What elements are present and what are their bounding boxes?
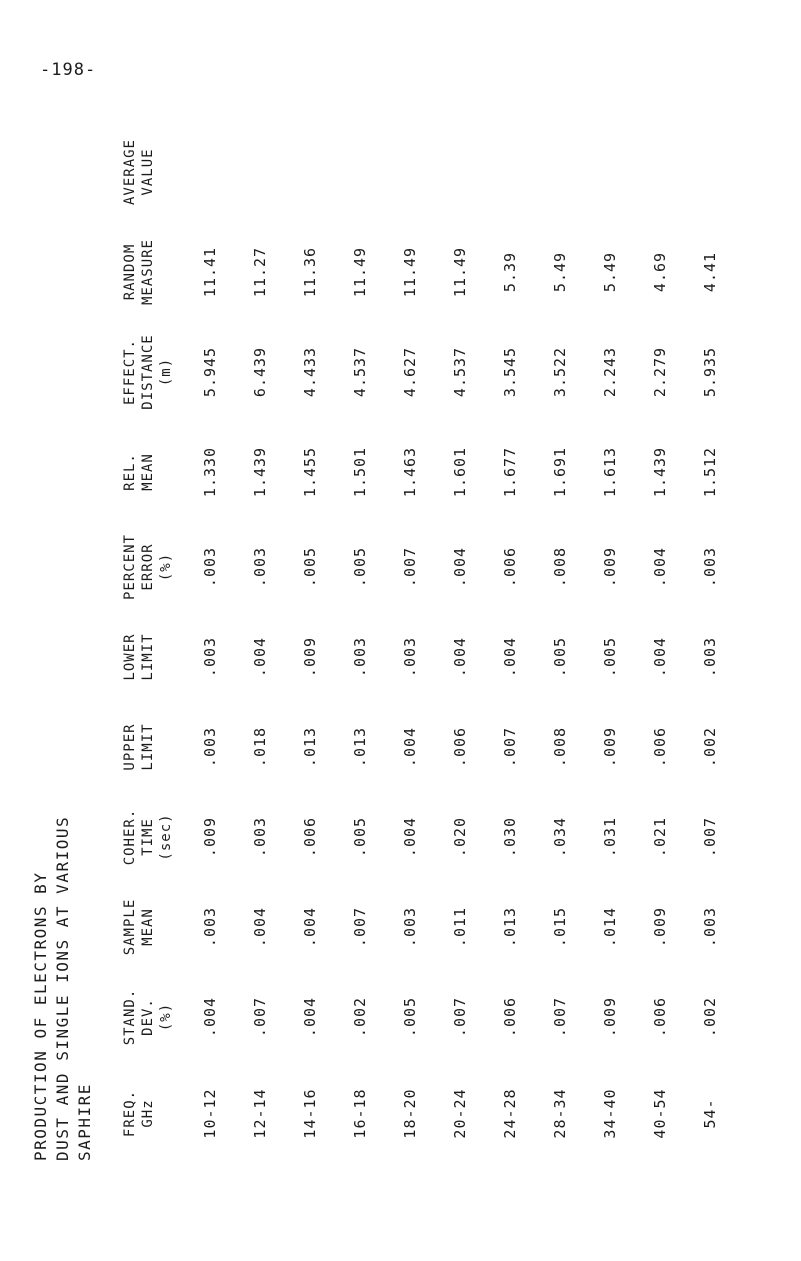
table-cell: .002 [701,996,719,1038]
header-sample-line: SAMPLE [122,898,138,956]
table-cell: 28-34 [551,1088,569,1139]
table-cell: 3.545 [501,346,519,398]
table-title-line-2: DUST AND SINGLE IONS AT VARIOUS [53,815,72,1161]
table-cell: .006 [651,726,669,768]
table-cell: .004 [451,546,469,588]
table-cell: 1.439 [651,446,669,498]
table-cell: 1.677 [501,446,519,498]
table-cell: .002 [351,996,369,1038]
table-cell: .007 [451,996,469,1038]
table-cell: .009 [651,906,669,948]
header-rand [121,223,157,321]
header-ave [121,123,157,221]
table-cell: .003 [701,546,719,588]
table-cell: .034 [551,816,569,858]
table-cell: 20-24 [451,1088,469,1139]
header-ave-line: AVERAGE [122,139,138,206]
table-cell: .003 [201,906,219,948]
table-cell: 1.501 [351,446,369,498]
header-stand-line: DEV. [140,998,156,1036]
table-cell: .021 [651,816,669,858]
table-cell: 5.935 [701,346,719,398]
header-stand [121,973,175,1061]
table-cell: 11.49 [401,246,419,298]
table-cell: 2.279 [651,346,669,398]
table-cell: 3.522 [551,346,569,398]
table-rotated [31,31,771,1161]
table-row [301,31,323,1161]
table-cell: 4.537 [451,346,469,398]
table-cell: .007 [251,996,269,1038]
table-cell: .004 [401,816,419,858]
table-title-line-3: SAPHIRE [75,1083,94,1161]
table-cell: .003 [701,636,719,678]
table-cell: 4.433 [301,346,319,398]
table-row [651,31,673,1161]
table-cell: 14-16 [301,1088,319,1139]
table-cell: .003 [351,636,369,678]
table-cell: .003 [701,906,719,948]
table-row [351,31,373,1161]
table-cell: .007 [551,996,569,1038]
table-cell: .009 [601,726,619,768]
header-stand-line: STAND. [122,988,138,1046]
header-lower-line: LOWER [122,633,138,681]
header-sample-line: MEAN [140,908,156,946]
table-cell: .030 [501,816,519,858]
table-cell: .003 [201,546,219,588]
table-cell: 11.49 [351,246,369,298]
table-cell: 12-14 [251,1088,269,1139]
header-pct [121,523,175,611]
header-rel [121,423,157,521]
table-cell: .004 [301,996,319,1038]
table-cell: .005 [351,546,369,588]
table-cell: .005 [551,636,569,678]
table-cell: .008 [551,546,569,588]
table-row [251,31,273,1161]
table-cell: 4.41 [701,251,719,293]
header-rand-line: RANDOM [122,243,138,301]
header-rel-line: REL. [122,453,138,491]
table-cell: 11.36 [301,246,319,298]
table-cell: 4.69 [651,251,669,293]
table-row [451,31,473,1161]
table-cell: .004 [401,726,419,768]
header-lower-line: LIMIT [140,633,156,681]
header-coh [121,793,175,881]
table-block [31,31,771,1161]
table-row [601,31,623,1161]
header-upper [121,703,157,791]
table-cell: 1.455 [301,446,319,498]
table-cell: .005 [351,816,369,858]
table-cell: .018 [251,726,269,768]
table-cell: .004 [251,906,269,948]
header-pct-line: ERROR [140,543,156,591]
table-cell: 40-54 [651,1088,669,1139]
table-cell: 2.243 [601,346,619,398]
header-eff-line: EFFECT. [122,339,138,406]
header-stand-line: (%) [158,1002,174,1032]
table-cell: 18-20 [401,1088,419,1139]
table-cell: 1.512 [701,446,719,498]
table-cell: .015 [551,906,569,948]
table-row [401,31,423,1161]
table-header-row [121,31,181,1161]
header-rel-line: MEAN [140,453,156,491]
table-cell: 5.49 [601,251,619,293]
table-cell: 1.691 [551,446,569,498]
table-cell: .005 [401,996,419,1038]
table-cell: .004 [451,636,469,678]
table-cell: 11.27 [251,246,269,298]
table-cell: .003 [401,636,419,678]
table-row [701,31,723,1161]
header-coh-line: TIME [140,818,156,856]
table-cell: .007 [501,726,519,768]
table-row [201,31,223,1161]
table-cell: 5.945 [201,346,219,398]
table-row [551,31,573,1161]
table-cell: .007 [701,816,719,858]
table-cell: 10-12 [201,1088,219,1139]
table-cell: .003 [201,636,219,678]
header-eff-line: DISTANCE [140,334,156,410]
table-cell: .011 [451,906,469,948]
page-number: -198- [40,60,97,80]
table-cell: .003 [251,816,269,858]
header-freq [121,1066,157,1161]
table-cell: .008 [551,726,569,768]
header-freq-line: GHz [140,1099,156,1128]
table-cell: 5.49 [551,251,569,293]
table-cell: 5.39 [501,251,519,293]
table-cell: 54- [701,1098,719,1129]
header-eff-line: (m) [158,357,174,387]
table-cell: .009 [201,816,219,858]
table-row [501,31,523,1161]
table-cell: .003 [201,726,219,768]
table-cell: .006 [651,996,669,1038]
table-cell: .031 [601,816,619,858]
table-cell: 11.41 [201,246,219,298]
table-cell: .020 [451,816,469,858]
table-cell: .007 [401,546,419,588]
table-cell: .007 [351,906,369,948]
table-cell: .004 [651,546,669,588]
header-eff [121,323,175,421]
table-cell: 4.537 [351,346,369,398]
table-cell: .002 [701,726,719,768]
header-upper-line: LIMIT [140,723,156,771]
table-cell: .005 [301,546,319,588]
table-cell: .004 [501,636,519,678]
table-title-line-1: PRODUCTION OF ELECTRONS BY [31,871,50,1161]
table-cell: 4.627 [401,346,419,398]
table-cell: 1.613 [601,446,619,498]
table-cell: .009 [601,546,619,588]
table-cell: .009 [301,636,319,678]
table-cell: 11.49 [451,246,469,298]
header-ave-line: VALUE [140,148,156,196]
table-cell: 34-40 [601,1088,619,1139]
table-cell: .013 [301,726,319,768]
table-cell: .006 [501,996,519,1038]
header-lower [121,613,157,701]
table-cell: .009 [601,996,619,1038]
table-cell: 1.439 [251,446,269,498]
table-cell: 6.439 [251,346,269,398]
table-cell: 1.330 [201,446,219,498]
table-cell: .013 [501,906,519,948]
table-cell: .003 [401,906,419,948]
table-cell: .004 [251,636,269,678]
header-sample [121,883,157,971]
header-freq-line: FREQ. [122,1089,138,1138]
table-cell: .004 [651,636,669,678]
table-cell: .004 [201,996,219,1038]
header-pct-line: (%) [158,552,174,582]
table-cell: 1.463 [401,446,419,498]
table-cell: 24-28 [501,1088,519,1139]
table-cell: .006 [451,726,469,768]
table-cell: .003 [251,546,269,588]
table-cell: 1.601 [451,446,469,498]
table-cell: .014 [601,906,619,948]
table-cell: .006 [301,816,319,858]
header-coh-line: COHER. [122,808,138,866]
table-cell: .013 [351,726,369,768]
header-pct-line: PERCENT [122,534,138,601]
header-rand-line: MEASURE [140,239,156,306]
table-cell: 16-18 [351,1088,369,1139]
table-cell: .004 [301,906,319,948]
header-upper-line: UPPER [122,723,138,771]
table-cell: .005 [601,636,619,678]
table-cell: .006 [501,546,519,588]
header-coh-line: (sec) [158,813,174,861]
